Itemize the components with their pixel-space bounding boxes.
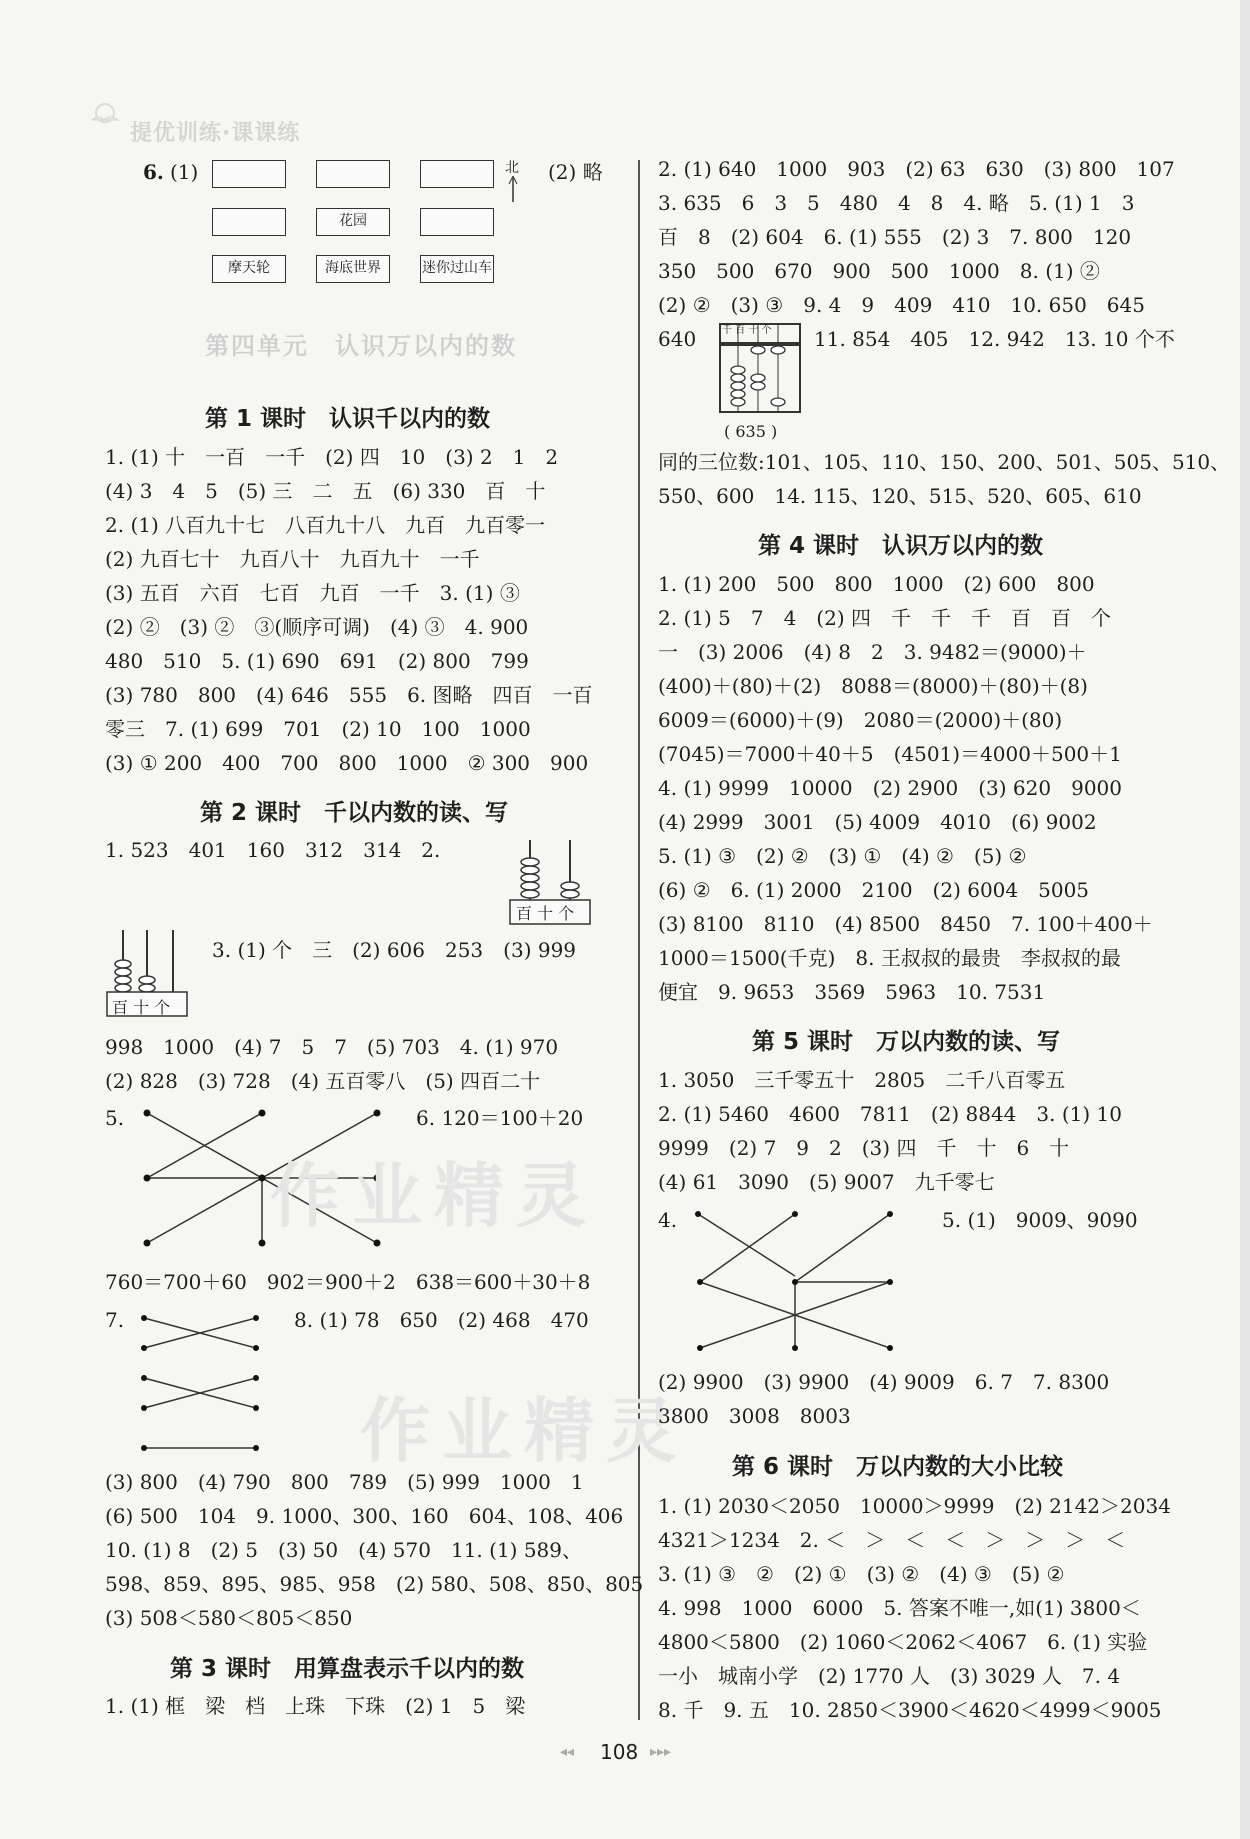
map-label-ferris-wheel: 摩天轮 [212, 255, 286, 283]
answer-line: 8. 千 9. 五 10. 2850＜3900＜4620＜4999＜9005 [658, 1698, 1162, 1722]
section-title: 第 2 课时 千以内数的读、写 [200, 800, 509, 826]
abacus-label: 百 十 个 [112, 998, 171, 1017]
prev-arrow-icon: ◂◂ [560, 1744, 575, 1760]
page-number: 108 [600, 1740, 639, 1764]
answer-line: 1. (1) 2030＜2050 10000＞9999 (2) 2142＞2034 [658, 1494, 1171, 1518]
answer-line: 3. (1) 个 三 (2) 606 253 (3) 999 [212, 938, 577, 962]
answer-line: (3) 508＜580＜805＜850 [105, 1606, 353, 1630]
section-title: 第 3 课时 用算盘表示千以内的数 [170, 1656, 525, 1682]
page-edge [1240, 0, 1250, 1839]
answer-line: 2. (1) 5460 4600 7811 (2) 8844 3. (1) 10 [658, 1102, 1122, 1126]
map-box [420, 160, 494, 188]
answer-line: (3) 780 800 (4) 646 555 6. 图略 四百 一百 [105, 683, 593, 707]
answer-line: 11. 854 405 12. 942 13. 10 个不 [814, 327, 1175, 351]
answer-line: (2) ② (3) ③ 9. 4 9 409 410 10. 650 645 [658, 293, 1145, 317]
answer-line: 1. (1) 框 梁 档 上珠 下珠 (2) 1 5 梁 [105, 1694, 526, 1718]
answer-line: (2) 九百七十 九百八十 九百九十 一千 [105, 547, 480, 571]
answer-line: (2) 9900 (3) 9900 (4) 9009 6. 7 7. 8300 [658, 1370, 1110, 1394]
q6-part1: (1) [170, 160, 199, 184]
answer-line: 4. (1) 9999 10000 (2) 2900 (3) 620 9000 [658, 776, 1122, 800]
next-arrow-icon: ▸▸▸ [650, 1744, 672, 1760]
answer-line: 480 510 5. (1) 690 691 (2) 800 799 [105, 649, 529, 673]
answer-line: 7. [105, 1308, 125, 1332]
answer-line: (7045)＝7000＋40＋5 (4501)＝4000＋500＋1 [658, 742, 1122, 766]
answer-line: 4. 998 1000 6000 5. 答案不唯一,如(1) 3800＜ [658, 1596, 1141, 1620]
answer-line: 998 1000 (4) 7 5 7 (5) 703 4. (1) 970 [105, 1035, 559, 1059]
answer-line: 3800 3008 8003 [658, 1404, 851, 1428]
watermark: 作业精灵 [270, 1155, 598, 1237]
map-label-ocean-world: 海底世界 [316, 255, 390, 283]
watermark: 作业精灵 [360, 1390, 688, 1472]
answer-line: 5. (1) ③ (2) ② (3) ① (4) ② (5) ② [658, 844, 1027, 868]
abacus-caption: ( 635 ) [724, 422, 778, 441]
answer-line: 一 (3) 2006 (4) 8 2 3. 9482＝(9000)＋ [658, 640, 1087, 664]
answer-line: (4) 61 3090 (5) 9007 九千零七 [658, 1170, 995, 1194]
answer-line: 350 500 670 900 500 1000 8. (1) ② [658, 259, 1100, 283]
answer-line: 4. [658, 1208, 678, 1232]
answer-line: 3. (1) ③ ② (2) ① (3) ② (4) ③ (5) ② [658, 1562, 1065, 1586]
section-title: 第 5 课时 万以内数的读、写 [752, 1029, 1061, 1055]
answer-line: 760＝700＋60 902＝900＋2 638＝600＋30＋8 [105, 1270, 591, 1294]
answer-line: (4) 3 4 5 (5) 三 二 五 (6) 330 百 十 [105, 479, 546, 503]
answer-line: 6. 120＝100＋20 [416, 1106, 584, 1130]
answer-line: 1000＝1500(千克) 8. 王叔叔的最贵 李叔叔的最 [658, 946, 1121, 970]
answer-line: (2) 828 (3) 728 (4) 五百零八 (5) 四百二十 [105, 1069, 541, 1093]
answer-line: 5. [105, 1106, 125, 1130]
section-title: 第 6 课时 万以内数的大小比较 [732, 1454, 1064, 1480]
answer-line: (3) ① 200 400 700 800 1000 ② 300 900 [105, 751, 589, 775]
answer-line: 1. (1) 200 500 800 1000 (2) 600 800 [658, 572, 1095, 596]
abacus-label: 千 百 十 个 [722, 325, 772, 336]
abacus-label: 百 十 个 [516, 904, 575, 923]
map-label-coaster: 迷你过山车 [420, 255, 494, 283]
answer-line: 2. (1) 640 1000 903 (2) 63 630 (3) 800 107 [658, 157, 1175, 181]
answer-line: (2) ② (3) ② ③(顺序可调) (4) ③ 4. 900 [105, 615, 529, 639]
answer-line: 5. (1) 9009、9090 [942, 1208, 1138, 1232]
matching-lines-diagram [136, 1308, 266, 1458]
answer-line: (3) 五百 六百 七百 九百 一千 3. (1) ③ [105, 581, 520, 605]
q6-number: 6. [143, 160, 164, 184]
answer-line: 550、600 14. 115、120、515、520、605、610 [658, 484, 1142, 508]
answer-line: 4800＜5800 (2) 1060＜2062＜4067 6. (1) 实验 [658, 1630, 1148, 1654]
answer-line: (6) ② 6. (1) 2000 2100 (2) 6004 5005 [658, 878, 1090, 902]
answer-line: (400)＋(80)＋(2) 8088＝(8000)＋(80)＋(8) [658, 674, 1088, 698]
north-label: 北 [505, 160, 519, 176]
map-box [316, 160, 390, 188]
q6-part2: (2) 略 [548, 160, 603, 184]
map-box [212, 208, 286, 236]
answer-line: 9999 (2) 7 9 2 (3) 四 千 十 6 十 [658, 1136, 1070, 1160]
answer-line: (3) 8100 8110 (4) 8500 8450 7. 100＋400＋ [658, 912, 1153, 936]
answer-line: 8. (1) 78 650 (2) 468 470 [294, 1308, 589, 1332]
map-label-garden: 花园 [316, 208, 390, 236]
answer-line: 4321＞1234 2. ＜ ＞ ＜ ＜ ＞ ＞ ＞ ＜ [658, 1528, 1126, 1552]
unit-title: 第四单元 认识万以内的数 [205, 332, 517, 360]
answer-line: 同的三位数:101、105、110、150、200、501、505、510、 [658, 450, 1231, 474]
answer-line: 便宜 9. 9653 3569 5963 10. 7531 [658, 980, 1046, 1004]
answer-line: 零三 7. (1) 699 701 (2) 10 100 1000 [105, 717, 531, 741]
matching-lines-diagram [690, 1206, 900, 1356]
answer-line: 2. (1) 5 7 4 (2) 四 千 千 千 百 百 个 [658, 606, 1111, 630]
answer-line: (3) 800 (4) 790 800 789 (5) 999 1000 1 [105, 1470, 584, 1494]
answer-line: 2. (1) 八百九十七 八百九十八 九百 九百零一 [105, 513, 546, 537]
answer-line: (4) 2999 3001 (5) 4009 4010 (6) 9002 [658, 810, 1097, 834]
answer-line: 1. 3050 三千零五十 2805 二千八百零五 [658, 1068, 1066, 1092]
answer-line: 1. 523 401 160 312 314 2. [105, 838, 441, 862]
section-title: 第 4 课时 认识万以内的数 [758, 533, 1044, 559]
answer-line: 640 [658, 327, 697, 351]
answer-line: 一小 城南小学 (2) 1770 人 (3) 3029 人 7. 4 [658, 1664, 1121, 1688]
answer-line: 百 8 (2) 604 6. (1) 555 (2) 3 7. 800 120 [658, 225, 1132, 249]
map-box [420, 208, 494, 236]
column-divider [638, 160, 640, 1720]
answer-line: 1. (1) 十 一百 一千 (2) 四 10 (3) 2 1 2 [105, 445, 559, 469]
answer-line: 3. 635 6 3 5 480 4 8 4. 略 5. (1) 1 3 [658, 191, 1135, 215]
answer-line: 6009＝(6000)＋(9) 2080＝(2000)＋(80) [658, 708, 1063, 732]
answer-line: 10. (1) 8 (2) 5 (3) 50 (4) 570 11. (1) 589、 [105, 1538, 583, 1562]
answer-line: 598、859、895、985、958 (2) 580、508、850、805 [105, 1572, 644, 1596]
header-title: 提优训练·课课练 [130, 121, 301, 146]
section-title: 第 1 课时 认识千以内的数 [205, 406, 491, 432]
map-box [212, 160, 286, 188]
sun-cloud-icon [88, 96, 122, 130]
answer-line: (6) 500 104 9. 1000、300、160 604、108、406 [105, 1504, 624, 1528]
north-arrow-icon [508, 176, 518, 202]
